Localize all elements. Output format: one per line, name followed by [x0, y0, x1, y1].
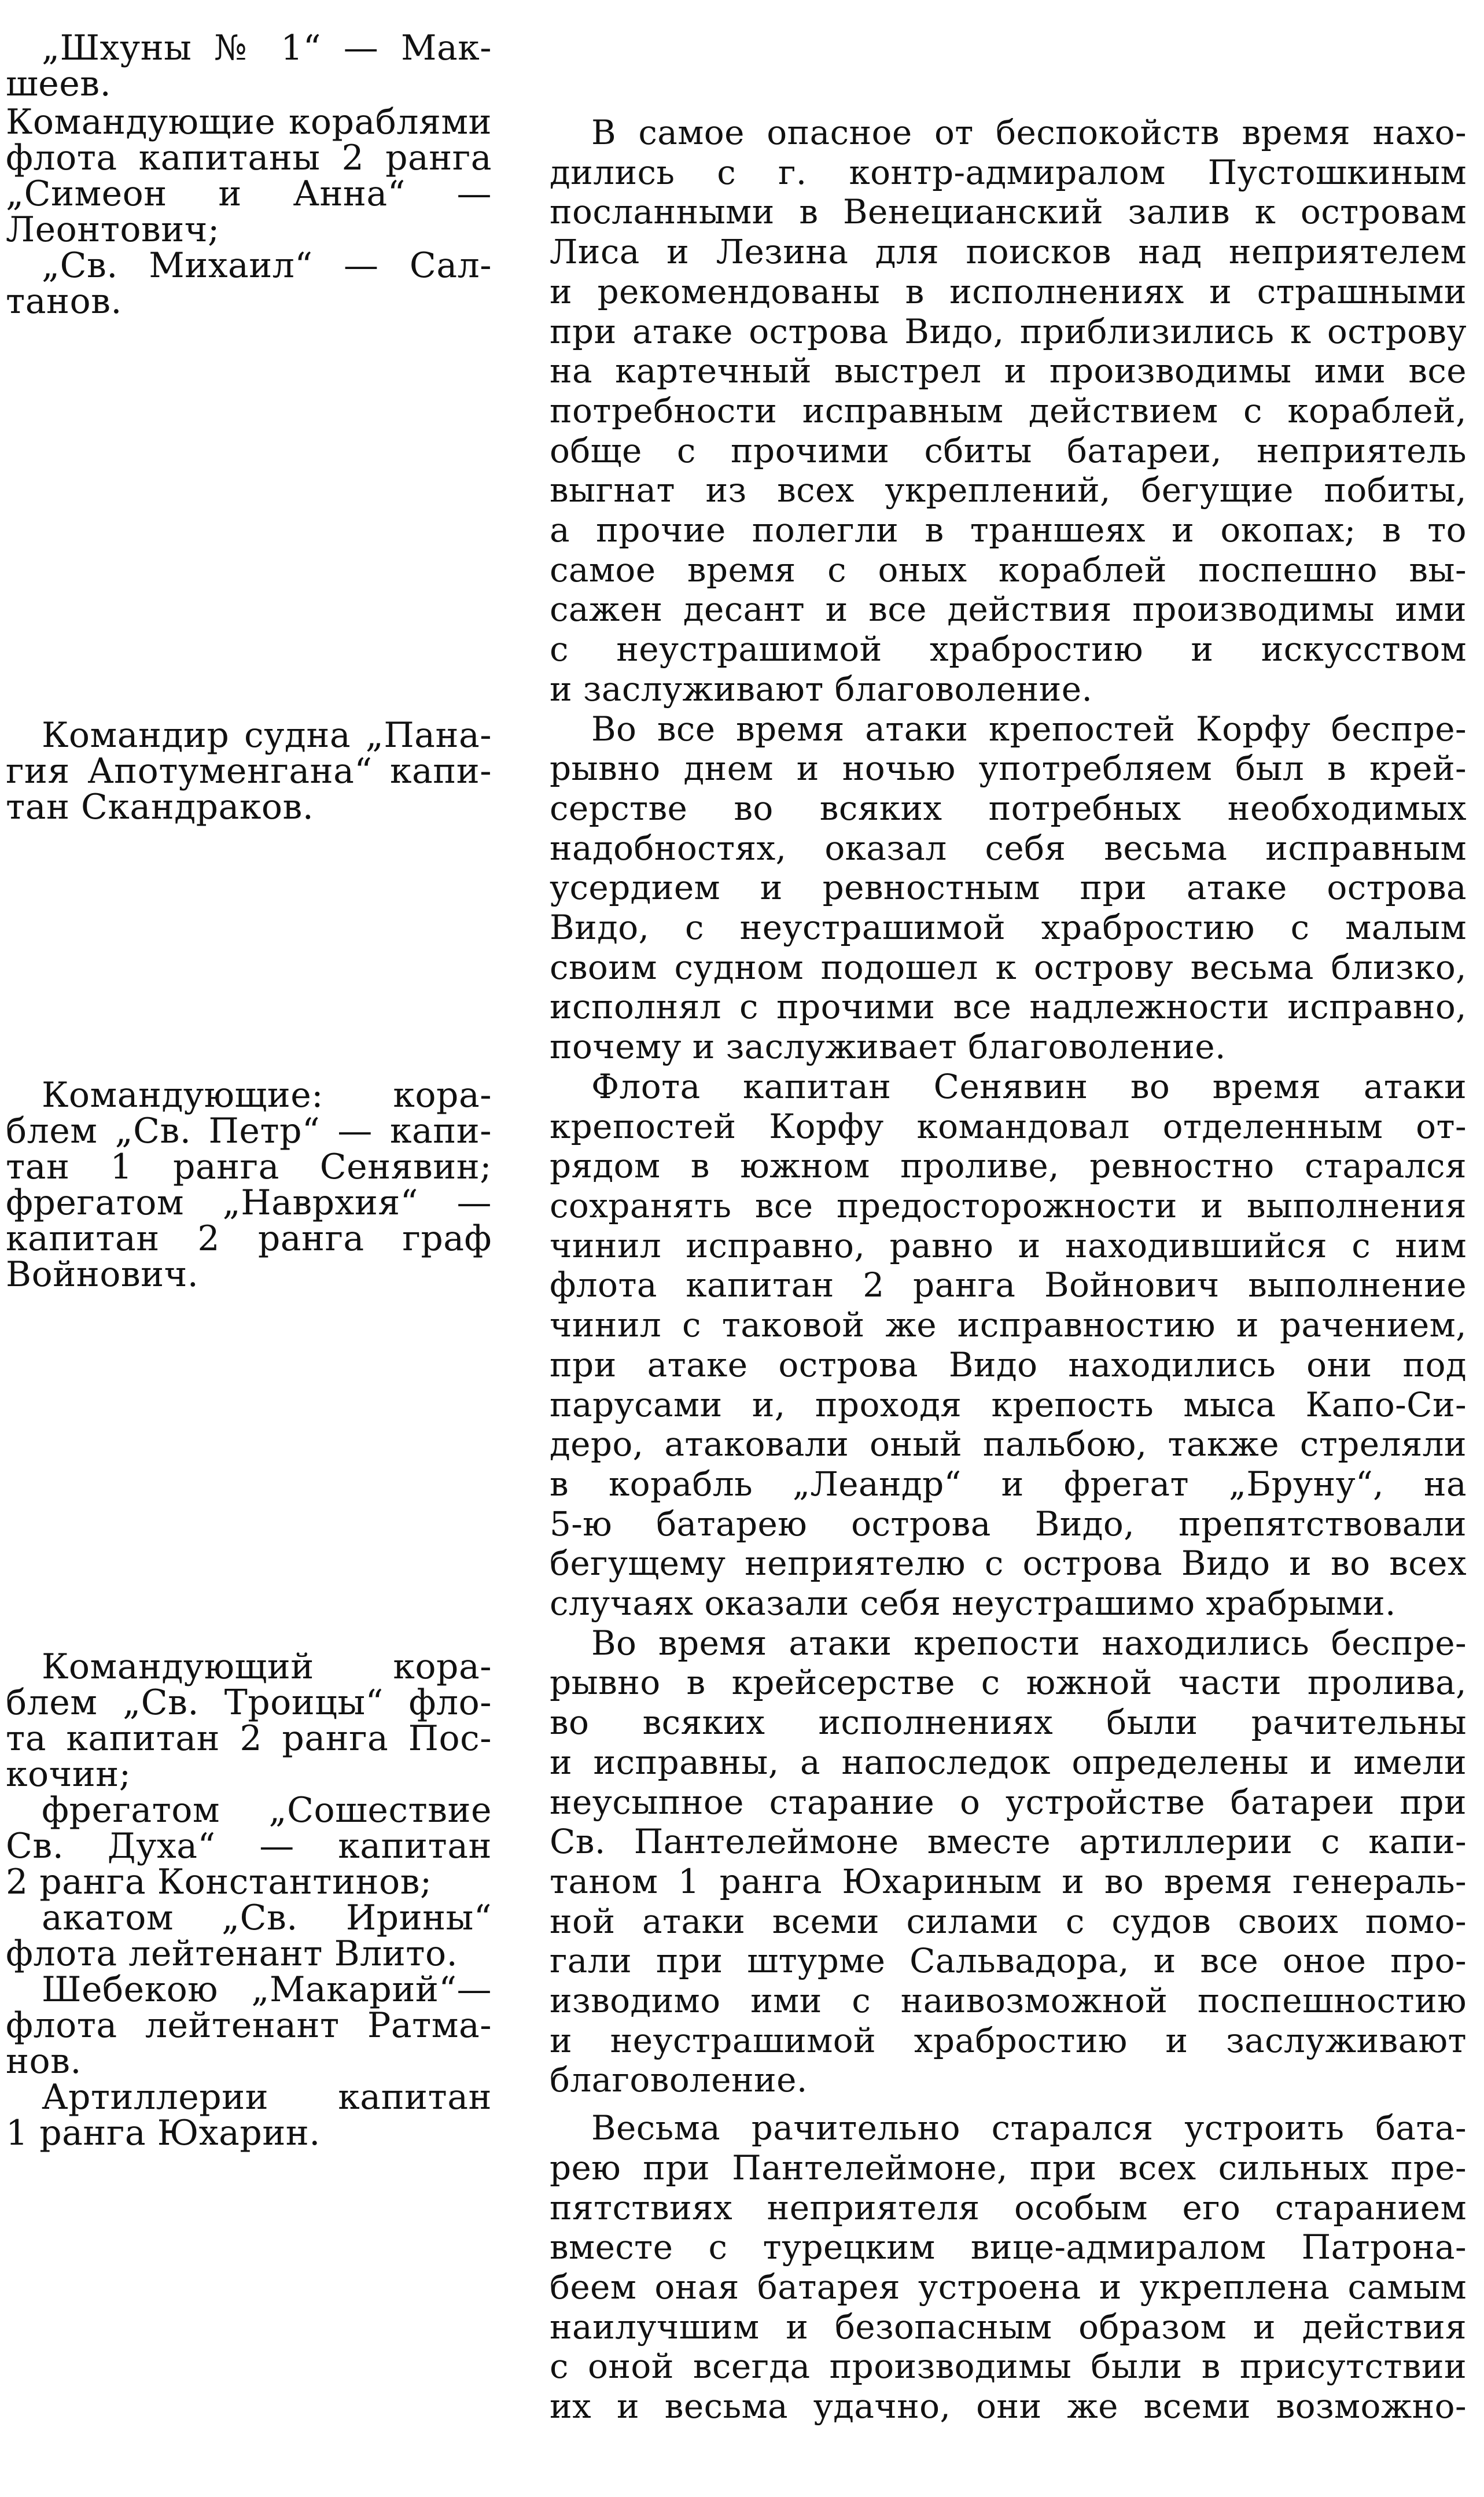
text-line: беем оная батарея устроена и укреплена самым [550, 2267, 1467, 2307]
text-line: Во время атаки крепости находились беспре- [591, 1623, 1467, 1663]
text-line: Командующие кораблями [6, 102, 492, 142]
entry-panagiya [6, 717, 492, 825]
text-line: при атаке острова Видо находились они под [550, 1345, 1467, 1384]
text-line: а прочие полегли в траншеях и окопах; в то [550, 510, 1467, 550]
paragraph-1 [550, 113, 1467, 709]
text-line: акатом „Св. Ирины“ [42, 1898, 492, 1938]
text-line: Командующий кора- [42, 1647, 492, 1687]
text-line: 1 ранга Юхарин. [6, 2113, 321, 2153]
text-line: посланными в Венецианский залив к островам [550, 192, 1467, 232]
text-line: та капитан 2 ранга Пос- [6, 1718, 492, 1759]
text-line: кочин; [6, 1754, 131, 1795]
text-line: рядом в южном проливе, ревностно старался [550, 1146, 1467, 1186]
text-line: „Св. Михаил“ — Сал- [42, 245, 492, 286]
text-line: флота лейтенант Ратма- [6, 2005, 492, 2046]
text-line: и заслуживают благоволение. [550, 669, 1093, 709]
text-line: рывно днем и ночью употребляем был в крей- [550, 749, 1467, 789]
text-line: шеев. [6, 64, 112, 104]
text-line: самое время с оных кораблей поспешно вы- [550, 550, 1467, 590]
text-line: наилучшим и безопасным образом и действия [550, 2307, 1467, 2347]
text-line: Командир судна „Пана- [42, 715, 492, 756]
text-line: флота лейтенант Влито. [6, 1933, 458, 1974]
text-line: рею при Пантелеймоне, при всех сильных пре- [550, 2148, 1467, 2187]
text-line: сохранять все предосторожности и выполнения [550, 1185, 1467, 1225]
text-line: неусыпное старание о устройстве батареи при [550, 1782, 1467, 1822]
text-line: вместе с турецким вице-адмиралом Патрона- [550, 2227, 1467, 2267]
text-line: танов. [6, 281, 122, 322]
text-line: с неустрашимой храбростию и искусством [550, 629, 1467, 669]
text-line: В самое опасное от беспокойств время нахо- [591, 113, 1467, 152]
text-line: изводимо ими с наивозможной поспешностию [550, 1981, 1467, 2021]
text-line: флота капитан 2 ранга Войнович выполнение [550, 1265, 1467, 1305]
text-line: Видо, с неустрашимой храбростию с малым [550, 908, 1467, 948]
text-line: почему и заслуживает благоволение. [550, 1027, 1226, 1067]
text-line: гали при штурме Сальвадора, и все оное про- [550, 1941, 1467, 1981]
text-line: сажен десант и все действия производимы ими [550, 590, 1467, 629]
text-line: при атаке острова Видо, приблизились к острову [550, 311, 1467, 351]
paragraph-2 [550, 709, 1467, 1067]
text-line: их и весьма удачно, они же всеми возможно- [550, 2386, 1467, 2426]
text-line: блем „Св. Троицы“ фло- [6, 1682, 492, 1723]
text-line: 2 ранга Константинов; [6, 1862, 432, 1902]
text-line: дились с г. контр-адмиралом Пустошкиным [550, 152, 1467, 192]
text-line: выгнат из всех укреплений, бегущие побиты, [550, 470, 1467, 510]
text-line: фрегатом „Сошествие [42, 1790, 492, 1831]
text-line: ной атаки всеми силами с судов своих помо- [550, 1901, 1467, 1941]
paragraph-4 [550, 1623, 1467, 2100]
text-line: таном 1 ранга Юхариным и во время генераль- [550, 1861, 1467, 1901]
text-line: чинил исправно, равно и находившийся с ним [550, 1225, 1467, 1265]
text-line: флота капитаны 2 ранга [6, 138, 492, 178]
text-line: серстве во всяких потребных необходимых [550, 788, 1467, 828]
text-line: парусами и, проходя крепость мыса Капо-Си- [550, 1384, 1467, 1424]
text-line: Леонтович; [6, 209, 220, 250]
paragraph-3 [550, 1067, 1467, 1623]
text-line: „Шхуны № 1“ — Мак- [42, 28, 492, 68]
entry-simeon [6, 102, 492, 322]
text-line: нов. [6, 2041, 82, 2082]
text-line: Флота капитан Сенявин во время атаки [591, 1066, 1467, 1106]
text-line: Командующие: кора- [42, 1075, 492, 1115]
text-line: крепостей Корфу командовал отделенным от- [550, 1106, 1467, 1146]
text-line: случаях оказали себя неустрашимо храбрыми. [550, 1583, 1396, 1623]
entry-petr [6, 1075, 492, 1295]
text-line: Войнович. [6, 1254, 199, 1295]
text-line: Во все время атаки крепостей Корфу беспре- [591, 709, 1467, 749]
text-line: Весьма рачительно старался устроить бата- [591, 2108, 1467, 2148]
entry-troitsa [6, 1649, 492, 2151]
text-line: 5-ю батарею острова Видо, препятствовали [550, 1504, 1467, 1544]
paragraph-5 [550, 2108, 1467, 2426]
text-line: тан Скандраков. [6, 787, 314, 827]
entry-shkhuny [6, 30, 492, 102]
text-line: „Симеон и Анна“ — [6, 174, 492, 214]
text-line: пятствиях неприятеля особым его старанием [550, 2187, 1467, 2227]
text-line: обще с прочими сбиты батареи, неприятель [550, 430, 1467, 470]
text-line: в корабль „Леандр“ и фрегат „Бруну“, на [550, 1464, 1467, 1504]
text-line: потребности исправным действием с кораблей, [550, 391, 1467, 430]
text-line: благоволение. [550, 2060, 808, 2100]
text-line: и рекомендованы в исполнениях и страшными [550, 271, 1467, 311]
text-line: Артиллерии капитан [42, 2077, 492, 2117]
text-line: капитан 2 ранга граф [6, 1218, 492, 1259]
text-line: надобностях, оказал себя весьма исправным [550, 828, 1467, 868]
text-line: бегущему неприятелю с острова Видо и во всех [550, 1544, 1467, 1583]
text-line: тан 1 ранга Сенявин; [6, 1147, 492, 1187]
text-line: Лиса и Лезина для поисков над неприятелем [550, 232, 1467, 272]
text-line: и неустрашимой храбростию и заслуживают [550, 2020, 1467, 2060]
text-line: и исправны, а напоследок определены и имели [550, 1742, 1467, 1782]
text-line: гия Апотуменгана“ капи- [6, 751, 492, 791]
text-line: во всяких исполнениях были рачительны [550, 1703, 1467, 1743]
text-line: фрегатом „Наврхия“ — [6, 1183, 492, 1223]
text-line: Св. Духа“ — капитан [6, 1826, 492, 1866]
text-line: деро, атаковали оный пальбою, также стреляли [550, 1424, 1467, 1464]
text-line: Шебекою „Макарий“— [42, 1969, 492, 2010]
text-line: рывно в крейсерстве с южной части пролива, [550, 1663, 1467, 1703]
text-line: блем „Св. Петр“ — капи- [6, 1111, 492, 1151]
text-line: чинил с таковой же исправностию и рачением, [550, 1305, 1467, 1345]
text-line: с оной всегда производимы были в присутствии [550, 2347, 1467, 2386]
text-line: своим судном подошел к острову весьма близко, [550, 947, 1467, 987]
descriptions-column [550, 113, 1467, 2426]
text-line: Св. Пантелеймоне вместе артиллерии с капи- [550, 1822, 1467, 1862]
text-line: усердием и ревностным при атаке острова [550, 868, 1467, 908]
text-line: исполнял с прочими все надлежности исправно, [550, 987, 1467, 1027]
text-line: на картечный выстрел и производимы ими все [550, 351, 1467, 391]
